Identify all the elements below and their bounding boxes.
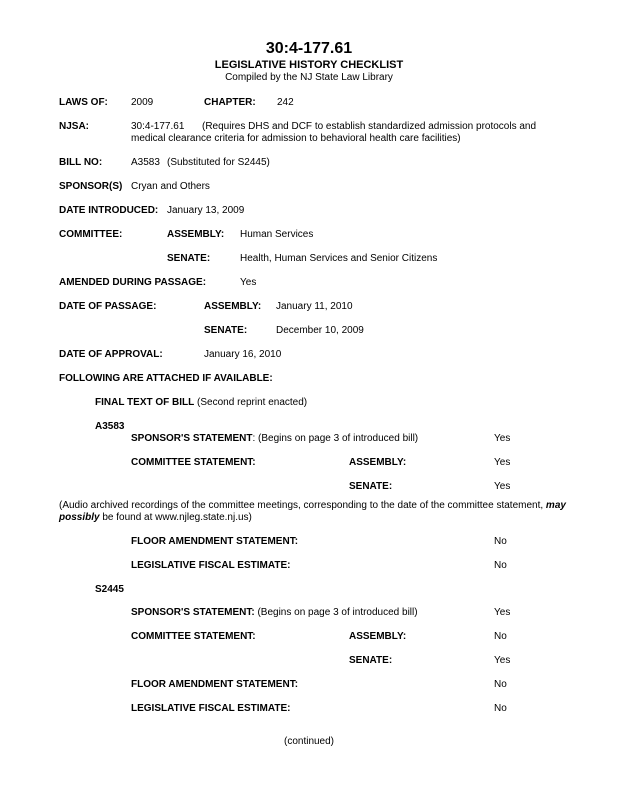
s2445-senate-value: Yes (494, 655, 511, 666)
njsa-description: (Requires DHS and DCF to establish standardized admission protocols and medical clearance criteria for admission to behavioral health care facilities) (131, 121, 537, 144)
date-of-approval-value: January 16, 2010 (204, 349, 282, 360)
njsa-label: NJSA: (59, 121, 90, 132)
passage-assembly-value: January 11, 2010 (276, 301, 353, 312)
final-text-label: FINAL TEXT OF BILL (95, 397, 195, 408)
passage-assembly-label: ASSEMBLY: (204, 301, 262, 312)
chapter-label: CHAPTER: (204, 97, 256, 108)
date-of-approval-label: DATE OF APPROVAL: (59, 349, 163, 360)
bill-no-label: BILL NO: (59, 157, 103, 168)
attached-heading: FOLLOWING ARE ATTACHED IF AVAILABLE: (59, 373, 273, 384)
a3583-senate-label: SENATE: (349, 481, 393, 492)
passage-senate-label: SENATE: (204, 325, 248, 336)
final-text-line (95, 397, 307, 409)
final-text-note: (Second reprint enacted) (197, 397, 308, 408)
amended-value: Yes (240, 277, 257, 288)
bill-no-note: (Substituted for S2445) (167, 157, 270, 168)
checklist-title: LEGISLATIVE HISTORY CHECKLIST (214, 59, 404, 71)
a3583-sponsor-statement-value: Yes (494, 433, 511, 444)
date-introduced-label: DATE INTRODUCED: (59, 205, 159, 216)
chapter-value: 242 (277, 97, 294, 108)
s2445-senate-label: SENATE: (349, 655, 393, 666)
committee-label: COMMITTEE: (59, 229, 123, 240)
date-of-passage-label: DATE OF PASSAGE: (59, 301, 157, 312)
s2445-assembly-value: No (494, 631, 507, 642)
audio-archive-note (59, 500, 604, 524)
s2445-fiscal-estimate-label: LEGISLATIVE FISCAL ESTIMATE: (131, 703, 291, 714)
audio-note-text-after: be found at www.njleg.state.nj.us) (99, 512, 252, 523)
committee-senate-value: Health, Human Services and Senior Citizens (240, 253, 438, 264)
s2445-sponsor-statement-value: Yes (494, 607, 511, 618)
a3583-senate-value: Yes (494, 481, 511, 492)
committee-assembly-value: Human Services (240, 229, 314, 240)
a3583-sponsor-statement-line (131, 433, 418, 445)
a3583-floor-amendment-label: FLOOR AMENDMENT STATEMENT: (131, 536, 299, 547)
s2445-floor-amendment-value: No (494, 679, 507, 690)
audio-note-text-before: (Audio archived recordings of the committee meetings, corresponding to the date of the committee statement, (59, 500, 546, 511)
a3583-committee-statement-label: COMMITTEE STATEMENT: (131, 457, 256, 468)
date-introduced-value: January 13, 2009 (167, 205, 245, 216)
a3583-sponsor-statement-label: SPONSOR'S STATEMENT (131, 433, 253, 444)
s2445-fiscal-estimate-value: No (494, 703, 507, 714)
s2445-heading: S2445 (95, 584, 124, 595)
page-title: 30:4-177.61 (265, 40, 353, 57)
sponsors-value: Cryan and Others (131, 181, 210, 192)
sponsors-label: SPONSOR(S) (59, 181, 123, 192)
bill-no-value: A3583 (131, 157, 160, 168)
a3583-heading: A3583 (95, 421, 125, 432)
a3583-fiscal-estimate-label: LEGISLATIVE FISCAL ESTIMATE: (131, 560, 291, 571)
a3583-fiscal-estimate-value: No (494, 560, 507, 571)
committee-senate-label: SENATE: (167, 253, 211, 264)
s2445-sponsor-statement-label: SPONSOR'S STATEMENT: (131, 607, 255, 618)
s2445-assembly-label: ASSEMBLY: (349, 631, 407, 642)
laws-of-label: LAWS OF: (59, 97, 108, 108)
a3583-sponsor-statement-note: : (Begins on page 3 of introduced bill) (252, 433, 419, 444)
committee-assembly-label: ASSEMBLY: (167, 229, 225, 240)
njsa-value: 30:4-177.61 (131, 121, 185, 132)
continued-footer: (continued) (283, 736, 335, 747)
s2445-committee-statement-label: COMMITTEE STATEMENT: (131, 631, 256, 642)
a3583-assembly-value: Yes (494, 457, 511, 468)
s2445-sponsor-statement-line (131, 607, 418, 619)
amended-label: AMENDED DURING PASSAGE: (59, 277, 207, 288)
s2445-sponsor-statement-note: (Begins on page 3 of introduced bill) (254, 607, 418, 618)
compiled-by: Compiled by the NJ State Law Library (225, 72, 393, 83)
passage-senate-value: December 10, 2009 (276, 325, 364, 336)
a3583-assembly-label: ASSEMBLY: (349, 457, 407, 468)
s2445-floor-amendment-label: FLOOR AMENDMENT STATEMENT: (131, 679, 299, 690)
laws-of-value: 2009 (131, 97, 154, 108)
a3583-floor-amendment-value: No (494, 536, 507, 547)
audio-note-emphasis: may possibly (59, 500, 566, 523)
